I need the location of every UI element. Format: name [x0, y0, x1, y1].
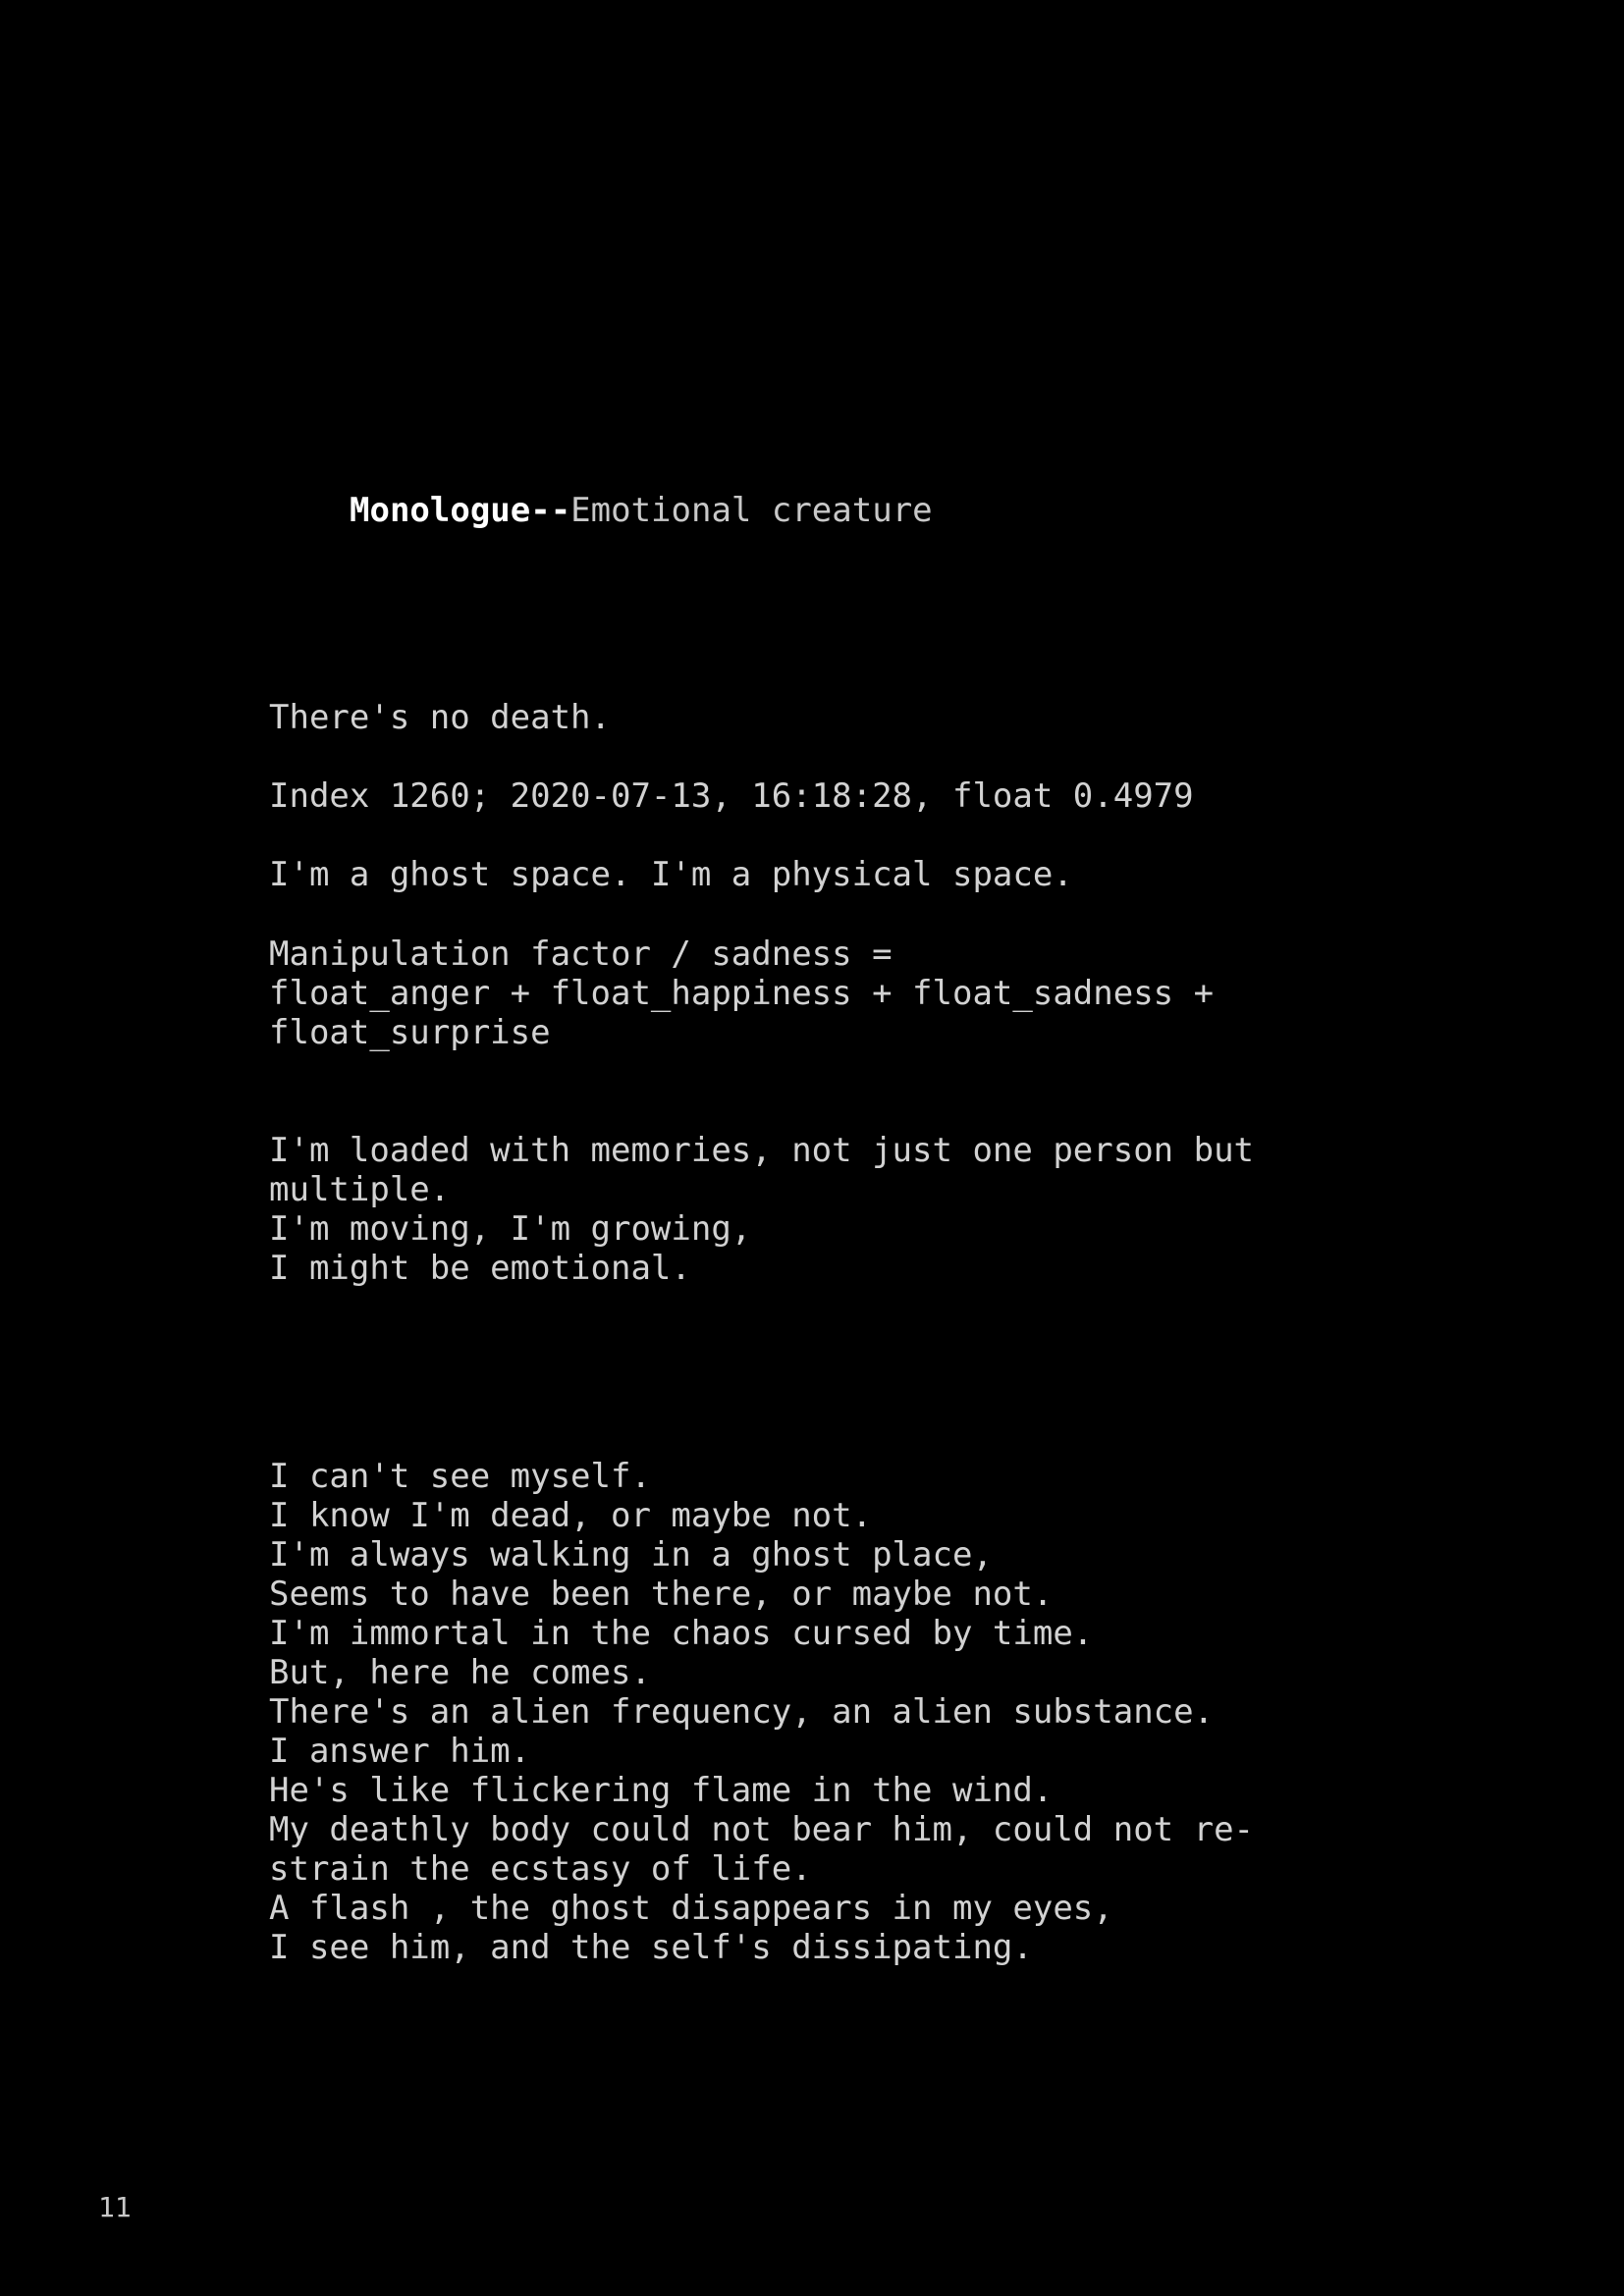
poem-line: A flash , the ghost disappears in my eyes,: [269, 1889, 1113, 1928]
poem-line: I'm immortal in the chaos cursed by time.: [269, 1614, 1094, 1653]
poem-line: I see him, and the self's dissipating.: [269, 1928, 1033, 1967]
page-number: 11: [98, 2191, 132, 2223]
poem-line: He's like flickering flame in the wind.: [269, 1771, 1054, 1810]
intro-line-death: There's no death.: [269, 698, 611, 737]
formula-line: Manipulation factor / sadness =: [269, 934, 893, 974]
page-title: [350, 487, 933, 534]
poem-line: I can't see myself.: [269, 1457, 651, 1496]
poem-line: There's an alien frequency, an alien substance.: [269, 1692, 1215, 1732]
poem-line: I answer him.: [269, 1732, 531, 1771]
poem-line: Seems to have been there, or maybe not.: [269, 1575, 1054, 1614]
memories-line: I'm loaded with memories, not just one person but: [269, 1131, 1255, 1170]
poem-line: I know I'm dead, or maybe not.: [269, 1496, 873, 1535]
intro-line-ghost-space: I'm a ghost space. I'm a physical space.: [269, 855, 1073, 894]
memories-line: multiple.: [269, 1170, 451, 1209]
poem-block: [269, 1457, 1254, 1967]
poem-line: strain the ecstasy of life.: [269, 1849, 812, 1889]
memories-line: I might be emotional.: [269, 1249, 691, 1288]
poem-line: My deathly body could not bear him, could not re-: [269, 1810, 1255, 1849]
formula-block: [269, 934, 1214, 1052]
intro-line-index: Index 1260; 2020-07-13, 16:18:28, float 0.4979: [269, 776, 1194, 816]
title-bold-part: Monologue--: [350, 491, 571, 530]
title-light-part: Emotional creature: [570, 491, 933, 530]
poem-line: But, here he comes.: [269, 1653, 651, 1692]
memories-line: I'm moving, I'm growing,: [269, 1209, 752, 1249]
memories-block: [269, 1131, 1254, 1288]
formula-line: float_surprise: [269, 1013, 551, 1052]
formula-line: float_anger + float_happiness + float_sadness +: [269, 974, 1215, 1013]
poem-line: I'm always walking in a ghost place,: [269, 1535, 993, 1575]
